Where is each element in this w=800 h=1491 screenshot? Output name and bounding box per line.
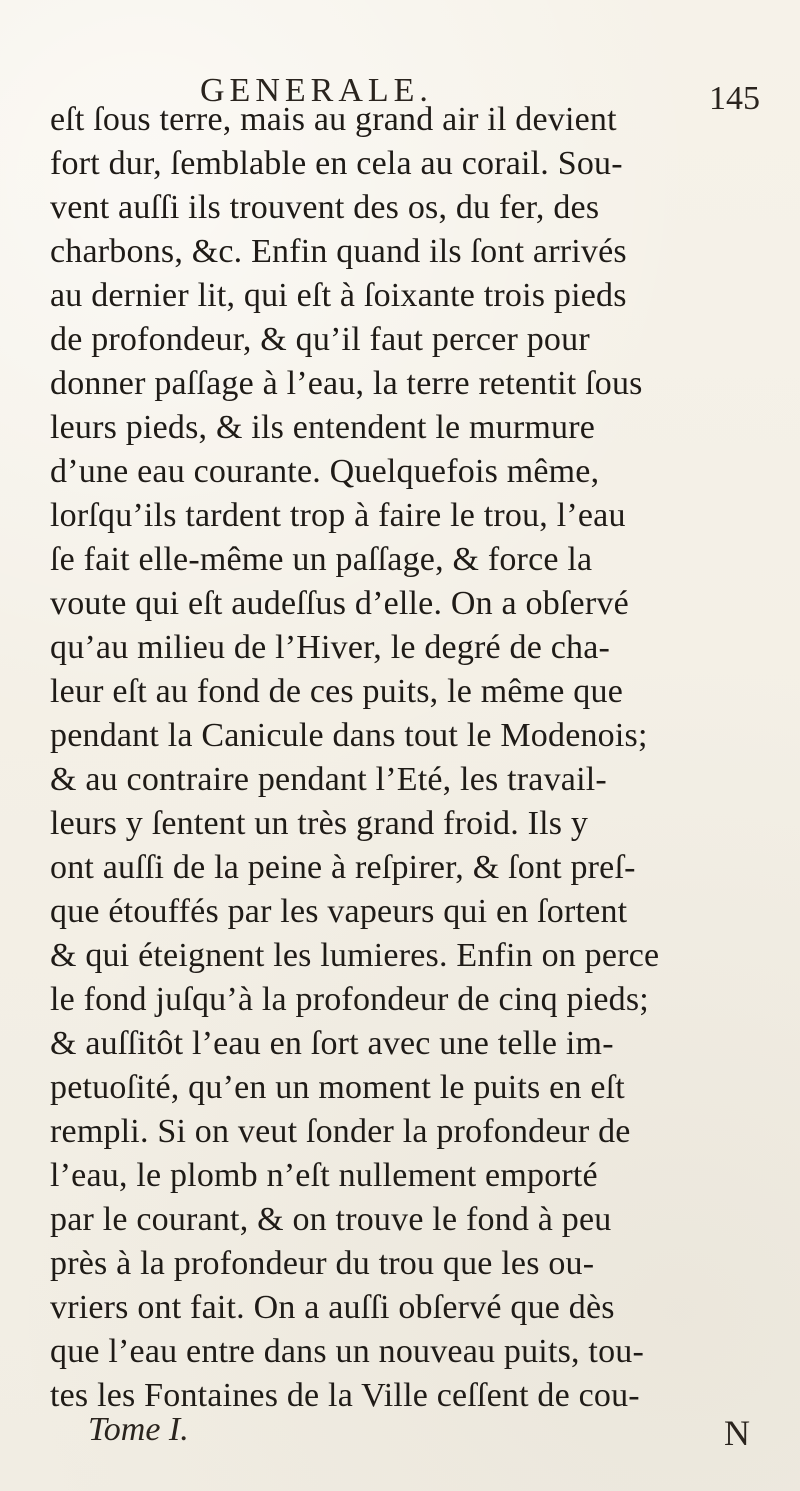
text-line: vent auſſi ils trouvent des os, du fer, des bbox=[50, 189, 600, 226]
text-line: l’eau, le plomb n’eſt nullement emporté bbox=[50, 1157, 598, 1194]
text-line: le fond juſqu’à la profondeur de cinq pieds; bbox=[50, 981, 649, 1018]
text-line: petuoſité, qu’en un moment le puits en eſt bbox=[50, 1069, 625, 1106]
text-line: par le courant, & on trouve le fond à peu bbox=[50, 1201, 612, 1238]
body-text bbox=[50, 98, 750, 1418]
text-line: donner paſſage à l’eau, la terre retentit ſous bbox=[50, 365, 643, 402]
text-line: & auſſitôt l’eau en ſort avec une telle im- bbox=[50, 1025, 614, 1062]
text-line: d’une eau courante. Quelquefois même, bbox=[50, 453, 600, 490]
signature-mark: N bbox=[724, 1413, 750, 1453]
text-line: fort dur, ſemblable en cela au corail. Sou- bbox=[50, 145, 623, 182]
text-line: & qui éteignent les lumieres. Enfin on perce bbox=[50, 937, 660, 974]
text-line: leurs pieds, & ils entendent le murmure bbox=[50, 409, 596, 446]
text-line: que étouffés par les vapeurs qui en ſortent bbox=[50, 893, 628, 930]
text-line: près à la profondeur du trou que les ou- bbox=[50, 1245, 595, 1282]
text-line: que l’eau entre dans un nouveau puits, tou- bbox=[50, 1333, 644, 1370]
running-head: GENERALE. bbox=[200, 72, 433, 109]
text-line: tes les Fontaines de la Ville ceſſent de cou- bbox=[50, 1377, 640, 1414]
page-number: 145 bbox=[709, 80, 760, 117]
text-line: de profondeur, & qu’il faut percer pour bbox=[50, 321, 590, 358]
tome-label: Tome I. bbox=[88, 1411, 189, 1448]
text-line: ſe fait elle-même un paſſage, & force la bbox=[50, 541, 593, 578]
text-line: au dernier lit, qui eſt à ſoixante trois pieds bbox=[50, 277, 627, 314]
page-footer bbox=[50, 1413, 750, 1463]
text-line: voute qui eſt audeſſus d’elle. On a obſervé bbox=[50, 585, 629, 622]
text-line: & au contraire pendant l’Eté, les travail- bbox=[50, 761, 607, 798]
text-line: pendant la Canicule dans tout le Modenois; bbox=[50, 717, 648, 754]
text-line: rempli. Si on veut ſonder la profondeur de bbox=[50, 1113, 631, 1150]
text-line: ont auſſi de la peine à reſpirer, & ſont preſ- bbox=[50, 849, 636, 886]
text-line: eſt ſous terre, mais au grand air il devient bbox=[50, 101, 617, 138]
text-line: qu’au milieu de l’Hiver, le degré de cha- bbox=[50, 629, 611, 666]
text-line: lorſqu’ils tardent trop à faire le trou, l’eau bbox=[50, 497, 626, 534]
text-line: charbons, &c. Enfin quand ils ſont arrivés bbox=[50, 233, 627, 270]
text-line: vriers ont fait. On a auſſi obſervé que dès bbox=[50, 1289, 615, 1326]
text-line: leur eſt au fond de ces puits, le même que bbox=[50, 673, 623, 710]
text-line: leurs y ſentent un très grand froid. Ils y bbox=[50, 805, 589, 842]
